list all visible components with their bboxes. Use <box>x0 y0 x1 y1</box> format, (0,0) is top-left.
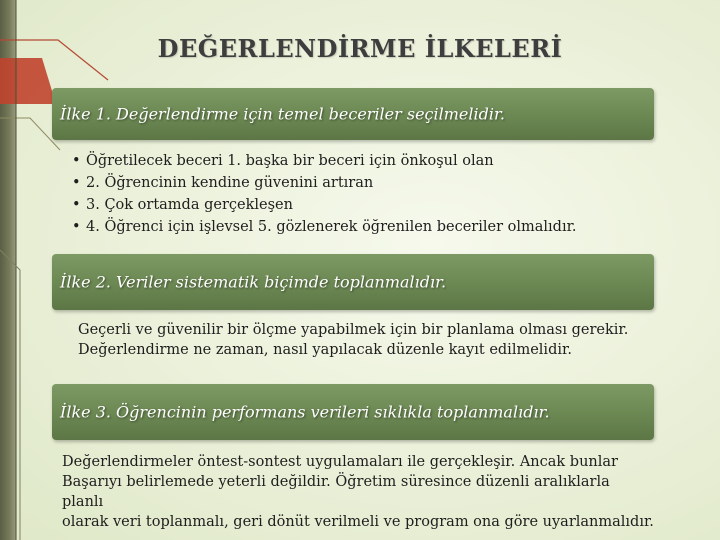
bullet-icon: • <box>72 153 81 169</box>
principle-2-banner <box>52 254 654 310</box>
principle-2-text <box>78 320 628 360</box>
bullet-icon: • <box>72 219 81 235</box>
list-item: • Öğretilecek beceri 1. başka bir beceri için önkoşul olan <box>72 150 577 172</box>
principle-1-heading: İlke 1. Değerlendirme için temel beceriler seçilmelidir. <box>60 104 505 124</box>
text-line: Geçerli ve güvenilir bir ölçme yapabilmek için bir planlama olması gerekir. <box>78 322 629 338</box>
principle-3-heading: İlke 3. Öğrencinin performans verileri sıklıkla toplanmalıdır. <box>60 402 550 422</box>
principle-3-text <box>62 452 654 532</box>
list-item: • 4. Öğrenci için işlevsel 5. gözlenerek öğrenilen beceriler olmalıdır. <box>72 216 577 238</box>
text-line: olarak veri toplanmalı, geri dönüt verilmeli ve program ona göre uyarlanmalıdır. <box>62 514 654 530</box>
text-line: Değerlendirmeler öntest-sontest uygulamaları ile gerçekleşir. Ancak bunlar <box>62 454 618 470</box>
principle-3-banner <box>52 384 654 440</box>
text-line: planlı <box>62 494 104 510</box>
list-item: • 3. Çok ortamda gerçekleşen <box>72 194 577 216</box>
principle-2-heading: İlke 2. Veriler sistematik biçimde toplanmalıdır. <box>60 272 447 292</box>
principle-1-banner <box>52 88 654 140</box>
page-title: DEĞERLENDİRME İLKELERİ <box>157 34 563 63</box>
text-line: Değerlendirme ne zaman, nasıl yapılacak düzenle kayıt edilmelidir. <box>78 342 572 358</box>
list-item: • 2. Öğrencinin kendine güvenini artıran <box>72 172 577 194</box>
principle-1-bullet-list <box>72 150 577 238</box>
bullet-icon: • <box>72 197 81 213</box>
bullet-icon: • <box>72 175 81 191</box>
text-line: Başarıyı belirlemede yeterli değildir. Öğretim süresince düzenli aralıklarla <box>62 474 610 490</box>
